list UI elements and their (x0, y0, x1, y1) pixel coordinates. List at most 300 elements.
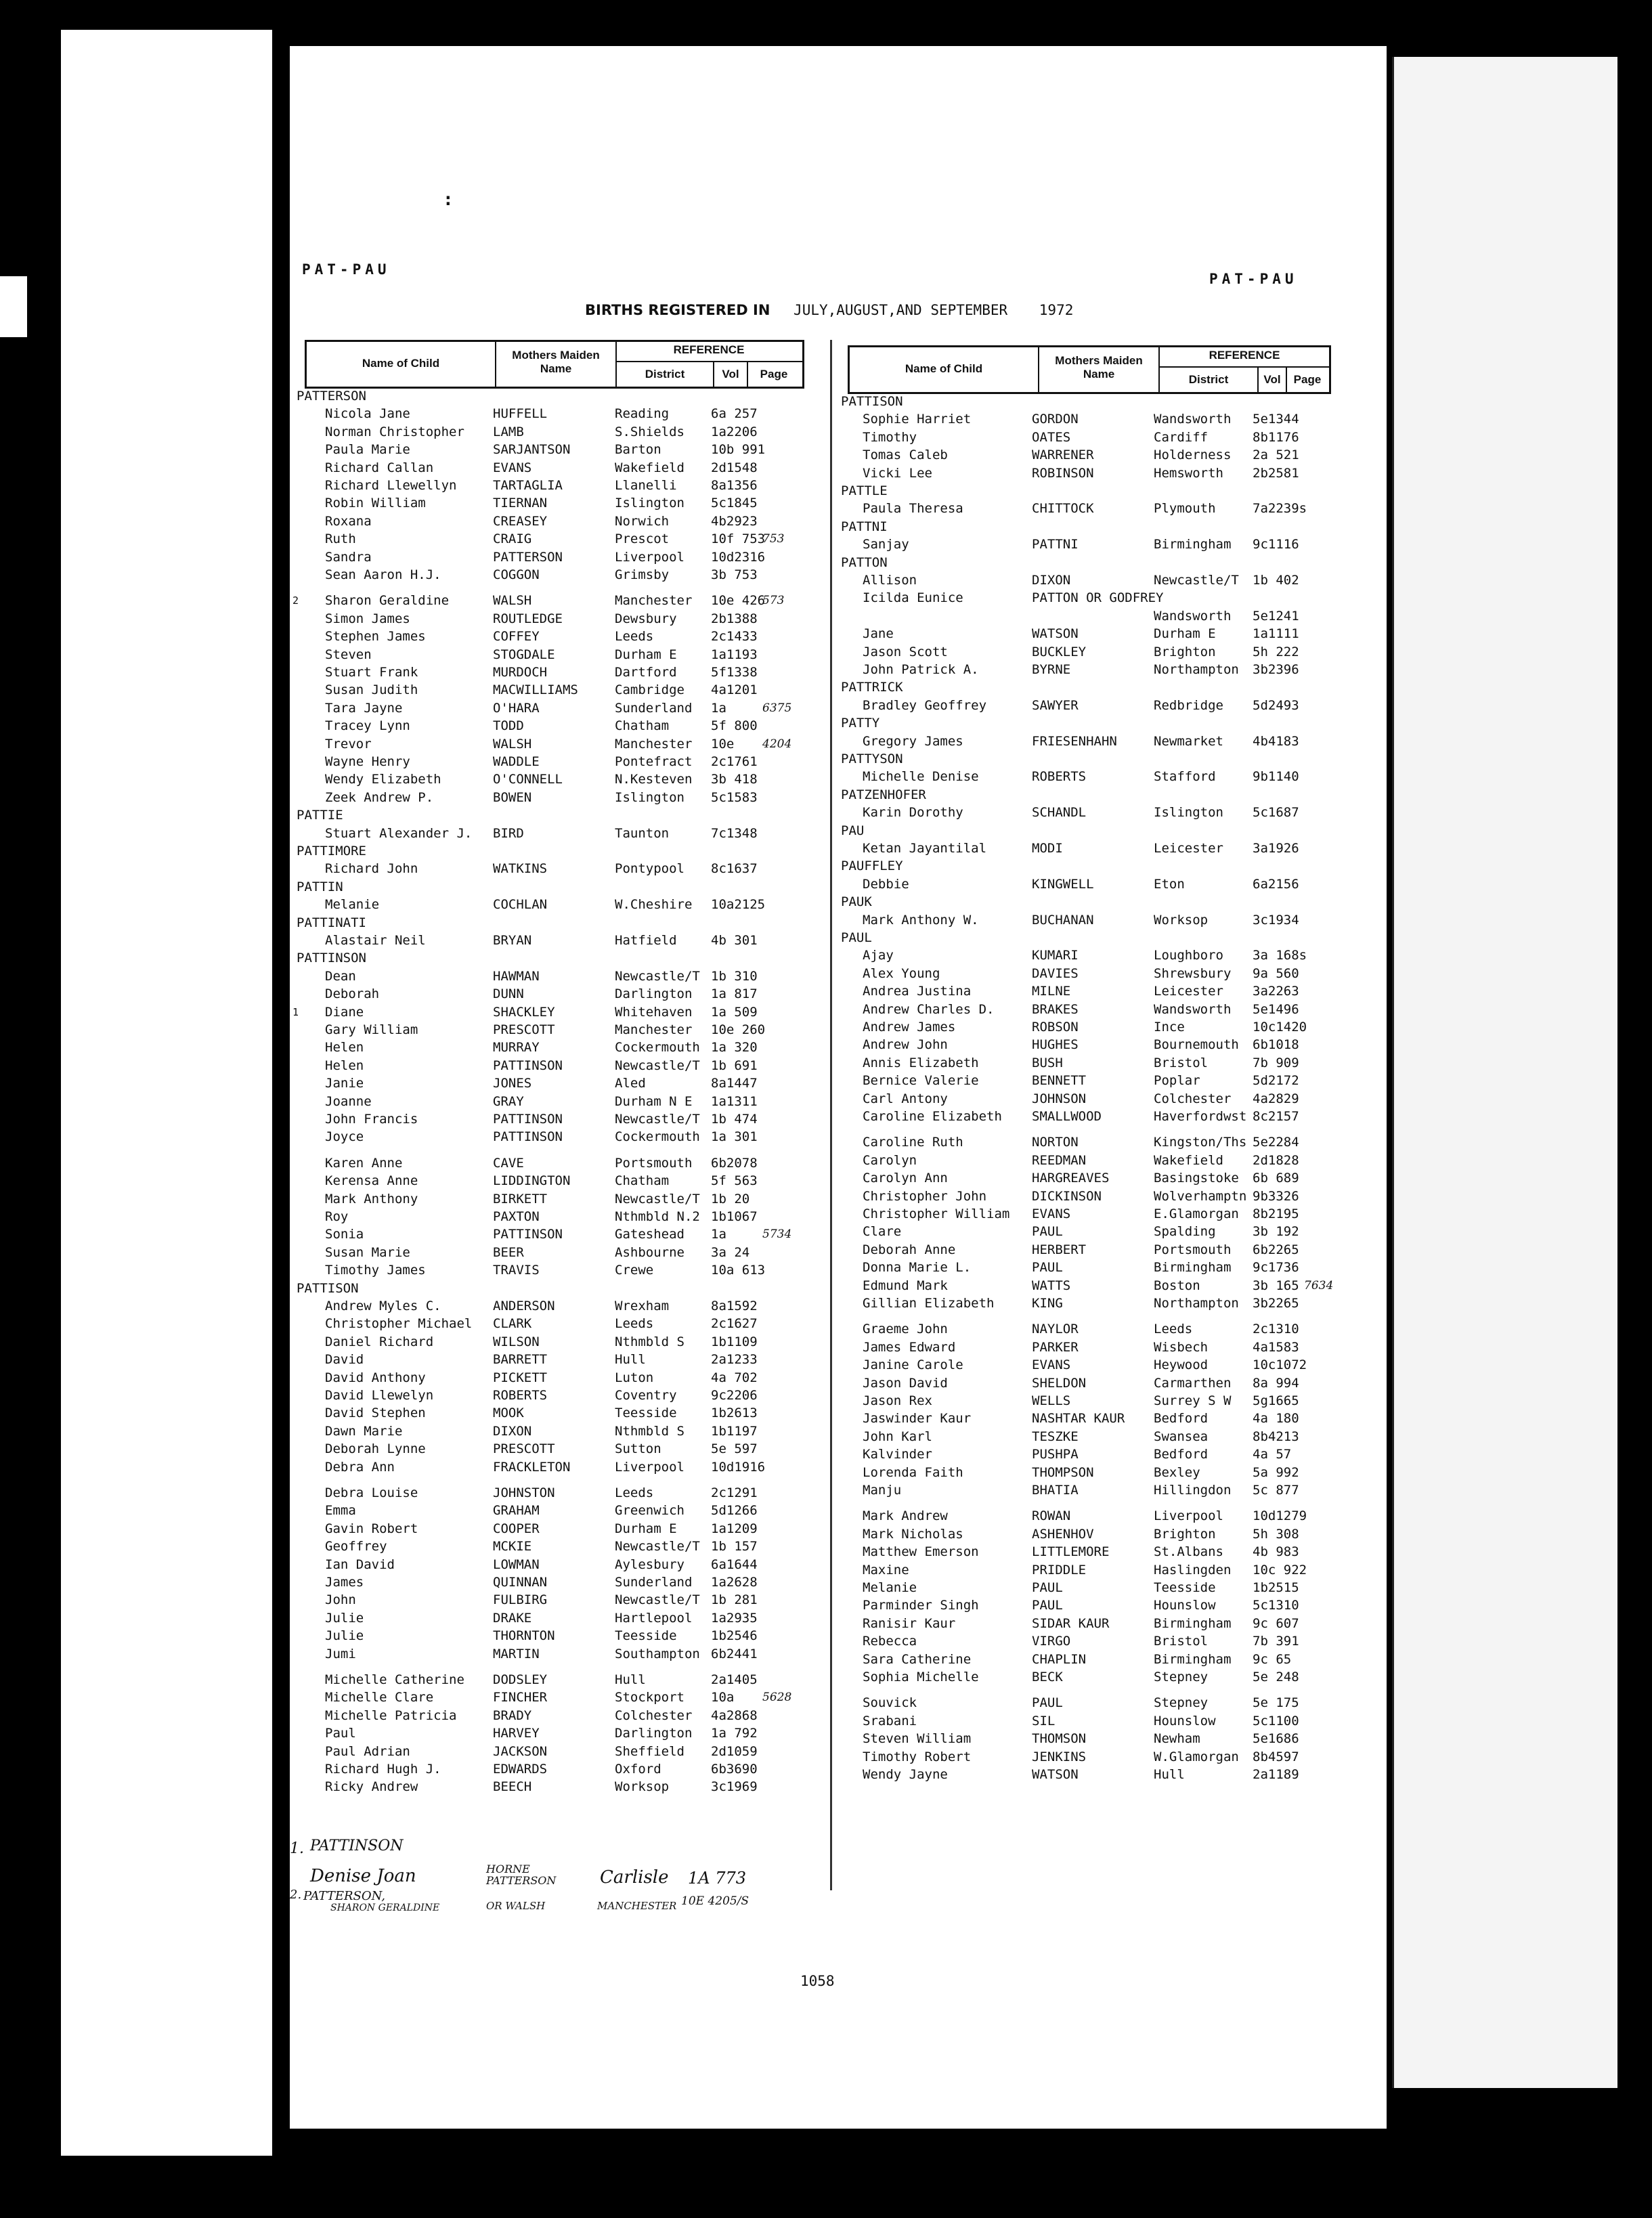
district: Teesside (615, 1628, 677, 1644)
mother-maiden-name: SIDAR KAUR (1032, 1615, 1110, 1631)
entry-row (297, 566, 818, 584)
child-name: Stephen James (325, 629, 426, 645)
district: Wolverhamptn (1154, 1188, 1247, 1204)
reference: 5c1845 (711, 496, 758, 511)
reference: 4b2923 (711, 513, 758, 529)
mother-maiden-name: QUINNAN (493, 1575, 548, 1590)
mother-maiden-name: BUCKLEY (1032, 644, 1087, 659)
mother-maiden-name: DODSLEY (493, 1672, 548, 1687)
child-name: Sara Catherine (863, 1651, 972, 1667)
mother-maiden-name: WADDLE (493, 754, 540, 769)
entry-row (841, 1320, 1342, 1338)
child-name: Ian David (325, 1557, 395, 1572)
entry-row (297, 1128, 818, 1146)
district: Grimsby (615, 567, 670, 582)
mother-maiden-name: PICKETT (493, 1370, 548, 1385)
reference: 6a2156 (1253, 876, 1299, 892)
district: Greenwich (615, 1503, 684, 1519)
entry-row (841, 1632, 1342, 1650)
reference: 4a 57 (1253, 1447, 1292, 1462)
reference: 3b2265 (1253, 1296, 1299, 1311)
reference: 10d2316 (711, 549, 766, 565)
entry-row (297, 664, 818, 681)
register-title (585, 302, 1073, 318)
mother-maiden-name: PARKER (1032, 1339, 1079, 1355)
district: Portsmouth (1154, 1242, 1232, 1257)
district: Durham E (615, 1521, 677, 1536)
reference: 5f 563 (711, 1173, 758, 1189)
entry-row (841, 1241, 1342, 1259)
entry-row (841, 982, 1342, 1000)
right-entries (841, 393, 1342, 1882)
annotation-marker: 2 (292, 594, 299, 607)
district: Bristol (1154, 1055, 1209, 1070)
district: Newcastle/T (1154, 573, 1239, 588)
mother-maiden-name: TARTAGLIA (493, 478, 563, 493)
entry-row (297, 735, 818, 753)
district: Cockermouth (615, 1040, 700, 1056)
entry-row (297, 1573, 818, 1591)
entry-row (841, 1001, 1342, 1018)
reference: 3b 418 (711, 772, 758, 787)
child-name: Souvick (863, 1695, 917, 1711)
child-name: Caroline Elizabeth (863, 1109, 1002, 1124)
entry-row (841, 1464, 1342, 1481)
entry-row (297, 1591, 818, 1609)
entry-row (841, 965, 1342, 982)
reference: 9c 65 (1253, 1651, 1292, 1667)
district: Durham N E (615, 1093, 693, 1109)
mother-maiden-name: ROBINSON (1032, 465, 1094, 481)
district: Cockermouth (615, 1129, 700, 1145)
mother-maiden-name: SMALLWOOD (1032, 1109, 1102, 1124)
entry-row (297, 753, 818, 770)
reference: 5e 248 (1253, 1670, 1299, 1684)
reference: 5d1266 (711, 1503, 758, 1519)
mother-maiden-name: STOGDALE (493, 647, 555, 662)
child-name: Michelle Patricia (325, 1708, 457, 1723)
district: Luton (615, 1370, 654, 1385)
district: Pontypool (615, 861, 684, 877)
child-name: Sanjay (863, 537, 909, 552)
district: Hull (1154, 1767, 1185, 1782)
child-name: Alex Young (863, 965, 940, 981)
child-name: Andrew John (863, 1037, 948, 1053)
entry-row (841, 1036, 1342, 1053)
child-name: Mark Anthony W. (863, 912, 979, 928)
child-name: Timothy (863, 429, 917, 445)
district: Teesside (615, 1406, 677, 1421)
reference: 6a 257 (711, 406, 758, 422)
note-1-surname: PATTINSON (310, 1838, 404, 1854)
child-name: Emma (325, 1503, 356, 1519)
reference: 5c1583 (711, 789, 758, 805)
reference: 1a1193 (711, 647, 758, 662)
district: Stepney (1154, 1670, 1209, 1684)
district: Surrey S W (1154, 1393, 1232, 1408)
child-name: Jason Rex (863, 1393, 932, 1408)
reference: 8a1356 (711, 478, 758, 493)
child-name: Sandra (325, 549, 372, 565)
entry-row (297, 610, 818, 628)
district: Hatfield (615, 933, 677, 948)
mother-maiden-name: LAMB (493, 424, 524, 439)
entry-row (297, 681, 818, 699)
reference: 10c1072 (1253, 1357, 1307, 1373)
entry-row (841, 1339, 1342, 1356)
child-name: Donna Marie L. (863, 1260, 972, 1276)
mother-maiden-name: BENNETT (1032, 1073, 1087, 1089)
entry-row (297, 1724, 818, 1742)
district: Islington (615, 789, 684, 805)
child-name: Alastair Neil (325, 933, 426, 948)
entry-row (841, 1766, 1342, 1783)
child-name: Deborah (325, 986, 380, 1002)
mother-maiden-name: PAUL (1032, 1260, 1063, 1276)
left-table-header (305, 340, 804, 389)
handwritten-correction: 5628 (762, 1691, 792, 1705)
entry-row (297, 1074, 818, 1092)
child-name: Sophie Harriet (863, 412, 972, 427)
reference: 1b2613 (711, 1406, 758, 1421)
district: Taunton (615, 825, 670, 841)
entry-row (841, 1205, 1342, 1223)
entry-row (841, 464, 1342, 482)
reference: 8b1176 (1253, 429, 1299, 445)
child-name: Diane (325, 1004, 364, 1020)
child-name: Tomas Caleb (863, 448, 948, 463)
district: Dewsbury (615, 611, 677, 626)
entry-row (841, 1428, 1342, 1445)
child-name: Ruth (325, 531, 356, 547)
child-name: Clare (863, 1224, 902, 1240)
reference: 5c1310 (1253, 1598, 1299, 1613)
mother-maiden-name: PATTINSON (493, 1112, 563, 1127)
reference: 2b2581 (1253, 465, 1299, 481)
district: Liverpool (615, 549, 684, 565)
reference: 9c2206 (711, 1388, 758, 1403)
reference: 3b 753 (711, 567, 758, 582)
district: Wandsworth (1154, 1001, 1232, 1017)
mother-maiden-name: PAUL (1032, 1580, 1063, 1595)
district: W.Cheshire (615, 897, 693, 913)
mother-maiden-name: HERBERT (1032, 1242, 1087, 1257)
note-1-district: Carlisle (600, 1867, 669, 1888)
reference: 10d1916 (711, 1459, 766, 1475)
mother-maiden-name: DIXON (493, 1423, 532, 1439)
entry-row (297, 699, 818, 717)
district: Teesside (1154, 1580, 1216, 1595)
reference: 3a 24 (711, 1244, 750, 1260)
reference: 1b 281 (711, 1592, 758, 1608)
district: Hounslow (1154, 1598, 1216, 1613)
reference: 1a2206 (711, 424, 758, 439)
district: Newcastle/T (615, 968, 700, 984)
mother-maiden-name: DRAKE (493, 1610, 532, 1626)
reference: 1a 792 (711, 1726, 758, 1741)
surname-heading: PATTISON (841, 394, 903, 409)
district: Brighton (1154, 644, 1216, 659)
reference: 2b1388 (711, 611, 758, 626)
mother-maiden-name: PATTINSON (493, 1227, 563, 1242)
note-1-name: Denise Joan (310, 1866, 416, 1886)
district: Stepney (1154, 1695, 1209, 1711)
reference: 1a 320 (711, 1040, 758, 1056)
entry-row (297, 1333, 818, 1351)
left-edge-strip (0, 276, 27, 337)
district: Poplar (1154, 1073, 1200, 1089)
entry-row (841, 1445, 1342, 1463)
mother-maiden-name: PAUL (1032, 1598, 1063, 1613)
child-name: Deborah Lynne (325, 1441, 426, 1457)
mother-maiden-name: WELLS (1032, 1393, 1071, 1408)
mother-maiden-name: PAXTON (493, 1209, 540, 1224)
title-text: BIRTHS REGISTERED IN (585, 302, 770, 318)
reference: 5c1687 (1253, 805, 1299, 821)
child-name: Mark Nicholas (863, 1526, 963, 1542)
child-name: Zeek Andrew P. (325, 789, 434, 805)
reference: 5e1496 (1253, 1001, 1299, 1017)
entry-row (297, 1484, 818, 1502)
child-name: Paul (325, 1726, 356, 1741)
mother-maiden-name: BUCHANAN (1032, 912, 1094, 928)
entry-row (841, 446, 1342, 464)
entry-row (841, 1481, 1342, 1499)
child-name: Timothy Robert (863, 1749, 972, 1764)
reference: 10b 991 (711, 442, 766, 458)
reference: 5d2493 (1253, 697, 1299, 713)
reference: 6a1644 (711, 1557, 758, 1572)
child-name: Icilda Eunice (863, 590, 963, 606)
reference: 10e (711, 736, 735, 752)
entry-row (297, 646, 818, 664)
handwritten-correction: 6375 (762, 701, 792, 715)
mother-maiden-name: ROBERTS (1032, 769, 1087, 785)
district: Hartlepool (615, 1610, 693, 1626)
entry-row (841, 410, 1342, 428)
child-name: Wendy Jayne (863, 1767, 948, 1782)
mother-maiden-name: TODD (493, 718, 524, 734)
child-name: Andrew Myles C. (325, 1299, 441, 1313)
child-name: Tara Jayne (325, 700, 403, 716)
district: Leeds (615, 1316, 654, 1332)
district: Heywood (1154, 1357, 1209, 1373)
entry-row (297, 1422, 818, 1440)
reference: 1a 817 (711, 986, 758, 1002)
surname-heading: PAUFFLEY (841, 858, 903, 874)
mother-maiden-name: MURRAY (493, 1040, 540, 1056)
entry-row (841, 1152, 1342, 1169)
mother-maiden-name: THOMSON (1032, 1731, 1087, 1747)
child-name: Srabani (863, 1713, 917, 1728)
district: Liverpool (615, 1459, 684, 1475)
child-name: Carolyn (863, 1152, 917, 1168)
district: Bristol (1154, 1634, 1209, 1649)
entry-row (297, 770, 818, 788)
reference: 3b 165 (1253, 1278, 1299, 1293)
entry-row (841, 1169, 1342, 1187)
mother-maiden-name: SARJANTSON (493, 442, 571, 458)
note-2-label: 2. (290, 1888, 302, 1902)
reference: 4a2829 (1253, 1091, 1299, 1106)
entry-row (841, 804, 1342, 821)
surname-heading: PATTIN (297, 879, 343, 894)
child-name: Ajay (863, 948, 894, 963)
entry-row (841, 643, 1342, 661)
mother-maiden-name: ROUTLEDGE (493, 611, 563, 626)
mother-maiden-name: HAWMAN (493, 968, 540, 984)
district: Birmingham (1154, 1651, 1232, 1667)
child-name: Vicki Lee (863, 465, 932, 481)
child-name: David (325, 1352, 364, 1368)
child-name: Richard Hugh J. (325, 1762, 441, 1777)
mother-maiden-name: TIERNAN (493, 496, 548, 511)
mother-maiden-name: CHAPLIN (1032, 1651, 1087, 1667)
col-mother-header: Mothers Maiden Name (1055, 354, 1143, 380)
child-name: James Edward (863, 1339, 956, 1355)
child-name: Edmund Mark (863, 1278, 948, 1293)
district: Eton (1154, 876, 1185, 892)
reference: 9c 607 (1253, 1615, 1299, 1631)
district: Leeds (1154, 1322, 1193, 1337)
mother-maiden-name: SCHANDL (1032, 805, 1087, 821)
district: Whitehaven (615, 1004, 693, 1020)
entry-row (297, 1021, 818, 1039)
mother-maiden-name: JOHNSON (1032, 1091, 1087, 1106)
note-1-label: 1. (290, 1840, 304, 1857)
mother-maiden-name: BARRETT (493, 1352, 548, 1368)
mother-maiden-name: WATKINS (493, 861, 548, 877)
col-mother-header: Mothers Maiden Name (512, 349, 600, 375)
child-name: Susan Judith (325, 682, 418, 698)
child-name: Carolyn Ann (863, 1171, 948, 1186)
child-name: John Patrick A. (863, 662, 979, 677)
reference: 5e2284 (1253, 1135, 1299, 1150)
child-name: Sean Aaron H.J. (325, 567, 441, 582)
reference: 6b 689 (1253, 1171, 1299, 1186)
entry-row (841, 840, 1342, 857)
reference: 5e1241 (1253, 608, 1299, 624)
district: Colchester (1154, 1091, 1232, 1106)
note-1-ref: 1A 773 (688, 1869, 747, 1888)
mother-maiden-name: JENKINS (1032, 1749, 1087, 1764)
right-index-heading: PAT-PAU (1209, 271, 1298, 287)
reference: 5h 308 (1253, 1526, 1299, 1542)
district: Kingston/Ths (1154, 1135, 1247, 1150)
district: Coventry (615, 1388, 677, 1403)
mother-maiden-name: COGGON (493, 567, 540, 582)
child-name: Steven William (863, 1731, 972, 1747)
reference: 1b2546 (711, 1628, 758, 1644)
child-name: Roxana (325, 513, 372, 529)
district: Wakefield (615, 460, 684, 475)
child-name: Christopher John (863, 1188, 987, 1204)
entry-row (297, 1208, 818, 1225)
district: Wakefield (1154, 1152, 1223, 1168)
entry-row (841, 1108, 1342, 1125)
mother-maiden-name: MURDOCH (493, 665, 548, 680)
mother-maiden-name: FINCHER (493, 1690, 548, 1705)
col-vol-header: Vol (1263, 373, 1281, 386)
district: Durham E (1154, 626, 1216, 642)
col-reference-header: REFERENCE (1209, 349, 1280, 362)
child-name: Sharon Geraldine (325, 593, 450, 609)
child-name: Paula Theresa (863, 501, 963, 517)
entry-row (841, 1579, 1342, 1596)
child-name: Paula Marie (325, 442, 410, 458)
district: Chatham (615, 718, 670, 734)
surname-heading: PAUL (841, 930, 872, 945)
child-name: Sophia Michelle (863, 1670, 979, 1684)
child-name: Wendy Elizabeth (325, 772, 441, 787)
district: Pontefract (615, 754, 693, 769)
reference: 7b 909 (1253, 1055, 1299, 1070)
mother-maiden-name: NAYLOR (1032, 1322, 1079, 1337)
entry-row (297, 513, 818, 530)
entry-row (841, 429, 1342, 446)
mother-maiden-name: WATTS (1032, 1278, 1071, 1293)
child-name: Steven (325, 647, 372, 662)
mother-maiden-name: OATES (1032, 429, 1071, 445)
reference: 7a2239s (1253, 501, 1307, 517)
entry-row (841, 1651, 1342, 1668)
reference: 4b 301 (711, 933, 758, 948)
district: Barton (615, 442, 661, 458)
column-divider (830, 340, 832, 1890)
reference: 3a1926 (1253, 841, 1299, 856)
reference: 5f 800 (711, 718, 758, 734)
reference: 1a1209 (711, 1521, 758, 1536)
reference: 4a2868 (711, 1708, 758, 1723)
mother-maiden-name: PRESCOTT (493, 1441, 555, 1457)
entry-row (297, 1743, 818, 1760)
mother-maiden-name: CRAIG (493, 531, 532, 547)
district: Newcastle/T (615, 1058, 700, 1073)
mother-maiden-name: KINGWELL (1032, 876, 1094, 892)
handwritten-correction: 5734 (762, 1227, 792, 1242)
reference: 2c1433 (711, 629, 758, 645)
child-name: Melanie (863, 1580, 917, 1595)
reference: 9b1140 (1253, 769, 1299, 785)
mother-maiden-name: ROBERTS (493, 1388, 548, 1403)
mother-maiden-name: SHACKLEY (493, 1004, 555, 1020)
district: Leicester (1154, 984, 1223, 999)
entry-row (841, 697, 1342, 714)
mother-maiden-name: FULBIRG (493, 1592, 548, 1608)
district: Holderness (1154, 448, 1232, 463)
district: Dartford (615, 665, 677, 680)
district: W.Glamorgan (1154, 1749, 1239, 1764)
mother-maiden-name: BRAKES (1032, 1001, 1079, 1017)
reference: 1b 402 (1253, 573, 1299, 588)
district: Loughboro (1154, 948, 1223, 963)
mother-maiden-name: REEDMAN (1032, 1152, 1087, 1168)
reference: 2a1233 (711, 1352, 758, 1368)
surname-heading: PAU (841, 823, 865, 838)
mother-maiden-name: SIL (1032, 1713, 1056, 1728)
reference: 5h 222 (1253, 644, 1299, 659)
surname-heading: PATTYSON (841, 752, 903, 766)
mother-maiden-name: HUGHES (1032, 1037, 1079, 1053)
entry-row (297, 896, 818, 913)
entry-row (297, 1154, 818, 1172)
district: Stockport (615, 1690, 684, 1705)
mother-maiden-name: COCHLAN (493, 897, 548, 913)
district: Southampton (615, 1646, 700, 1661)
reference: 7b 391 (1253, 1634, 1299, 1649)
mother-maiden-name: MACWILLIAMS (493, 682, 578, 698)
reference: 2c1761 (711, 754, 758, 769)
